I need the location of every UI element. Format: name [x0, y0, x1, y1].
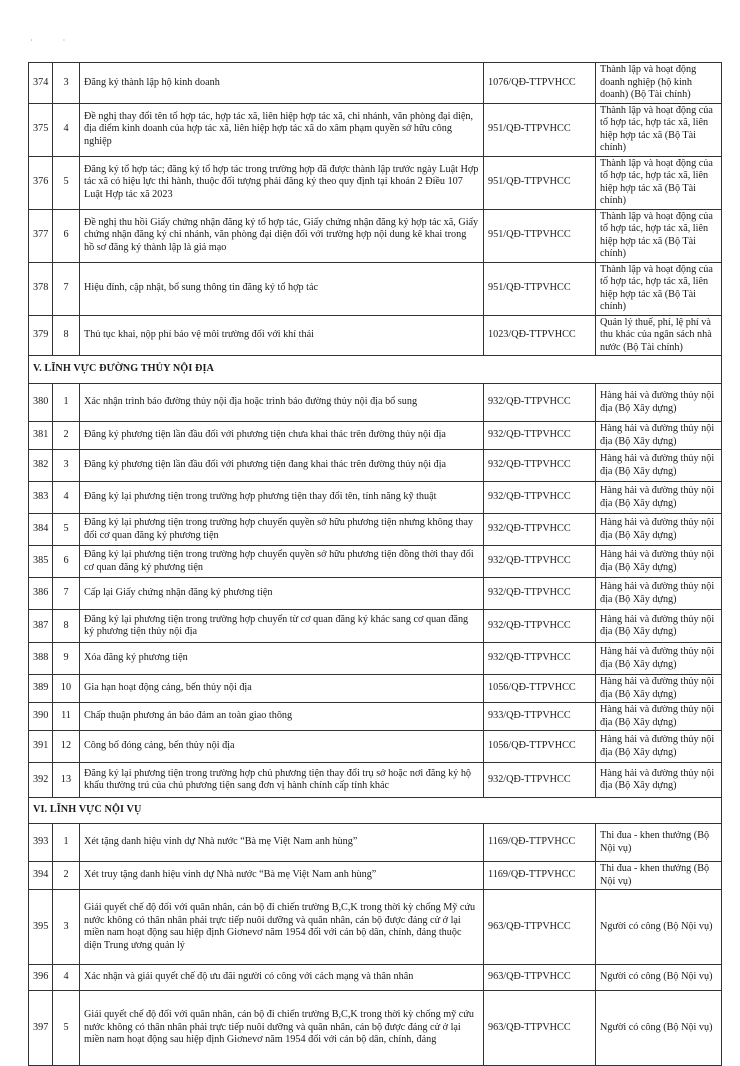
field-name: Người có công (Bộ Nội vụ) — [596, 991, 722, 1066]
procedure-name: Đăng ký lại phương tiện trong trường hợp chuyển quyền sở hữu phương tiện nhưng không thay đổi cơ quan đăng ký phương tiện — [80, 514, 484, 546]
table-row — [29, 643, 722, 675]
decision-number: 963/QĐ-TTPVHCC — [484, 890, 596, 965]
decision-number: 1169/QĐ-TTPVHCC — [484, 862, 596, 890]
table-row — [29, 315, 722, 356]
decision-number: 932/QĐ-TTPVHCC — [484, 450, 596, 482]
table-row — [29, 450, 722, 482]
row-stt: 378 — [29, 262, 53, 315]
table-row — [29, 703, 722, 731]
table-row — [29, 675, 722, 703]
table-row — [29, 763, 722, 798]
procedure-name: Đăng ký tổ hợp tác; đăng ký tổ hợp tác trong trường hợp đã được thành lập trước ngày Luật Hợp tác xã có hiệu lực thi hành, thuộc đối tượng phải đăng ký theo quy định tại khoản 2 Điều 107 Luật Hợp tác xã 2023 — [80, 156, 484, 209]
table-row — [29, 862, 722, 890]
row-stt: 392 — [29, 763, 53, 798]
scan-artifact: · · — [30, 36, 80, 45]
table-row — [29, 546, 722, 578]
field-name: Hàng hải và đường thủy nội địa (Bộ Xây dựng) — [596, 675, 722, 703]
field-name: Hàng hải và đường thủy nội địa (Bộ Xây dựng) — [596, 578, 722, 610]
field-name: Người có công (Bộ Nội vụ) — [596, 890, 722, 965]
row-stt: 374 — [29, 63, 53, 104]
procedures-table-body — [29, 63, 722, 1066]
decision-number: 932/QĐ-TTPVHCC — [484, 482, 596, 514]
row-number: 12 — [53, 731, 80, 763]
decision-number: 1023/QĐ-TTPVHCC — [484, 315, 596, 356]
row-number: 2 — [53, 422, 80, 450]
row-stt: 382 — [29, 450, 53, 482]
row-stt: 390 — [29, 703, 53, 731]
row-number: 4 — [53, 965, 80, 991]
row-number: 3 — [53, 890, 80, 965]
field-name: Hàng hải và đường thủy nội địa (Bộ Xây dựng) — [596, 643, 722, 675]
field-name: Thành lập và hoạt động của tổ hợp tác, hợp tác xã, liên hiệp hợp tác xã (Bộ Tài chính) — [596, 103, 722, 156]
row-number: 2 — [53, 862, 80, 890]
procedure-name: Đăng ký thành lập hộ kinh doanh — [80, 63, 484, 104]
field-name: Hàng hải và đường thủy nội địa (Bộ Xây dựng) — [596, 482, 722, 514]
table-row — [29, 610, 722, 643]
procedure-name: Đăng ký lại phương tiện trong trường hợp chuyển quyền sở hữu phương tiện đồng thời thay đổi cơ quan đăng ký phương tiện — [80, 546, 484, 578]
procedure-name: Đề nghị thay đổi tên tổ hợp tác, hợp tác xã, liên hiệp hợp tác xã, chi nhánh, văn phòng đại diện, địa điểm kinh doanh của hợp tác xã, liên hiệp hợp tác xã do xâm phạm quyền sở hữu công nghiệp — [80, 103, 484, 156]
table-row — [29, 156, 722, 209]
row-stt: 391 — [29, 731, 53, 763]
row-number: 6 — [53, 546, 80, 578]
decision-number: 1169/QĐ-TTPVHCC — [484, 824, 596, 862]
table-row — [29, 578, 722, 610]
decision-number: 963/QĐ-TTPVHCC — [484, 965, 596, 991]
row-number: 3 — [53, 450, 80, 482]
field-name: Hàng hải và đường thủy nội địa (Bộ Xây dựng) — [596, 610, 722, 643]
table-row — [29, 514, 722, 546]
row-number: 7 — [53, 578, 80, 610]
procedure-name: Giải quyết chế độ đối với quân nhân, cán bộ đi chiến trường B,C,K trong thời kỳ chống mỹ cứu nước không có thân nhân phải trực tiếp nuôi dưỡng và quân nhân, cán bộ được đảng cử ở lại miền nam hoạt động sau hiệp định Giơnevơ năm 1954 đối với cán bộ dân, chính, đảng — [80, 991, 484, 1066]
row-number: 5 — [53, 991, 80, 1066]
row-stt: 376 — [29, 156, 53, 209]
procedure-name: Đăng ký lại phương tiện trong trường hợp phương tiện thay đổi tên, tính năng kỹ thuật — [80, 482, 484, 514]
row-stt: 380 — [29, 384, 53, 422]
decision-number: 951/QĐ-TTPVHCC — [484, 103, 596, 156]
procedure-name: Đăng ký phương tiện lần đầu đối với phương tiện chưa khai thác trên đường thủy nội địa — [80, 422, 484, 450]
table-row — [29, 262, 722, 315]
row-stt: 375 — [29, 103, 53, 156]
field-name: Người có công (Bộ Nội vụ) — [596, 965, 722, 991]
procedure-name: Đăng ký lại phương tiện trong trường hợp chủ phương tiện thay đổi trụ sở hoặc nơi đăng ký hộ khẩu thường trú của chủ phương tiện sang đơn vị hành chính cấp tỉnh khác — [80, 763, 484, 798]
field-name: Hàng hải và đường thủy nội địa (Bộ Xây dựng) — [596, 763, 722, 798]
decision-number: 932/QĐ-TTPVHCC — [484, 763, 596, 798]
table-row — [29, 731, 722, 763]
field-name: Thành lập và hoạt động doanh nghiệp (hộ kinh doanh) (Bộ Tài chính) — [596, 63, 722, 104]
table-row — [29, 422, 722, 450]
procedure-name: Hiệu đính, cập nhật, bổ sung thông tin đăng ký tổ hợp tác — [80, 262, 484, 315]
row-stt: 389 — [29, 675, 53, 703]
row-number: 7 — [53, 262, 80, 315]
row-stt: 384 — [29, 514, 53, 546]
decision-number: 1056/QĐ-TTPVHCC — [484, 675, 596, 703]
procedure-name: Xét tặng danh hiệu vinh dự Nhà nước “Bà mẹ Việt Nam anh hùng” — [80, 824, 484, 862]
field-name: Hàng hải và đường thủy nội địa (Bộ Xây dựng) — [596, 384, 722, 422]
decision-number: 1076/QĐ-TTPVHCC — [484, 63, 596, 104]
field-name: Quản lý thuế, phí, lệ phí và thu khác của ngân sách nhà nước (Bộ Tài chính) — [596, 315, 722, 356]
row-stt: 381 — [29, 422, 53, 450]
decision-number: 932/QĐ-TTPVHCC — [484, 422, 596, 450]
field-name: Thành lập và hoạt động của tổ hợp tác, hợp tác xã, liên hiệp hợp tác xã (Bộ Tài chính) — [596, 262, 722, 315]
row-stt: 387 — [29, 610, 53, 643]
table-row — [29, 63, 722, 104]
procedure-name: Cấp lại Giấy chứng nhận đăng ký phương tiện — [80, 578, 484, 610]
procedure-name: Gia hạn hoạt động cảng, bến thủy nội địa — [80, 675, 484, 703]
procedure-name: Chấp thuận phương án bảo đảm an toàn giao thông — [80, 703, 484, 731]
procedure-name: Thủ tục khai, nộp phí bảo vệ môi trường đối với khí thải — [80, 315, 484, 356]
section-title: V. LĨNH VỰC ĐƯỜNG THỦY NỘI ĐỊA — [29, 356, 722, 384]
procedures-table — [28, 62, 722, 1066]
section-title: VI. LĨNH VỰC NỘI VỤ — [29, 798, 722, 824]
decision-number: 932/QĐ-TTPVHCC — [484, 578, 596, 610]
row-number: 9 — [53, 643, 80, 675]
decision-number: 951/QĐ-TTPVHCC — [484, 209, 596, 262]
table-row — [29, 103, 722, 156]
decision-number: 951/QĐ-TTPVHCC — [484, 262, 596, 315]
procedure-name: Giải quyết chế độ đối với quân nhân, cán bộ đi chiến trường B,C,K trong thời kỳ chống Mỹ cứu nước không có thân nhân phải trực tiếp nuôi dưỡng và quân nhân, cán bộ được đảng cử ở lại miền nam hoạt động sau hiệp định Giơnevơ năm 1954 đối với cán bộ dân, chính, đảng thuộc diện Trung ương quản lý — [80, 890, 484, 965]
row-number: 1 — [53, 384, 80, 422]
row-stt: 394 — [29, 862, 53, 890]
row-stt: 383 — [29, 482, 53, 514]
procedure-name: Đăng ký phương tiện lần đầu đối với phương tiện đang khai thác trên đường thủy nội địa — [80, 450, 484, 482]
field-name: Hàng hải và đường thủy nội địa (Bộ Xây dựng) — [596, 546, 722, 578]
procedure-name: Công bố đóng cảng, bến thủy nội địa — [80, 731, 484, 763]
row-number: 4 — [53, 482, 80, 514]
procedure-name: Xóa đăng ký phương tiện — [80, 643, 484, 675]
row-number: 10 — [53, 675, 80, 703]
field-name: Thành lập và hoạt động của tổ hợp tác, hợp tác xã, liên hiệp hợp tác xã (Bộ Tài chính) — [596, 209, 722, 262]
row-number: 8 — [53, 610, 80, 643]
field-name: Hàng hải và đường thủy nội địa (Bộ Xây dựng) — [596, 514, 722, 546]
table-row — [29, 890, 722, 965]
field-name: Hàng hải và đường thủy nội địa (Bộ Xây dựng) — [596, 703, 722, 731]
decision-number: 932/QĐ-TTPVHCC — [484, 546, 596, 578]
procedure-name: Đăng ký lại phương tiện trong trường hợp chuyển từ cơ quan đăng ký khác sang cơ quan đăng ký phương tiện thủy nội địa — [80, 610, 484, 643]
decision-number: 932/QĐ-TTPVHCC — [484, 610, 596, 643]
field-name: Thành lập và hoạt động của tổ hợp tác, hợp tác xã, liên hiệp hợp tác xã (Bộ Tài chính) — [596, 156, 722, 209]
row-number: 8 — [53, 315, 80, 356]
table-row — [29, 209, 722, 262]
decision-number: 1056/QĐ-TTPVHCC — [484, 731, 596, 763]
row-number: 11 — [53, 703, 80, 731]
section-header-row — [29, 356, 722, 384]
decision-number: 932/QĐ-TTPVHCC — [484, 514, 596, 546]
row-stt: 396 — [29, 965, 53, 991]
procedure-name: Xác nhận trình báo đường thủy nội địa hoặc trình báo đường thủy nội địa bổ sung — [80, 384, 484, 422]
row-stt: 395 — [29, 890, 53, 965]
decision-number: 963/QĐ-TTPVHCC — [484, 991, 596, 1066]
field-name: Hàng hải và đường thủy nội địa (Bộ Xây dựng) — [596, 450, 722, 482]
row-number: 5 — [53, 514, 80, 546]
row-stt: 385 — [29, 546, 53, 578]
decision-number: 932/QĐ-TTPVHCC — [484, 643, 596, 675]
procedure-name: Đề nghị thu hồi Giấy chứng nhận đăng ký tổ hợp tác, Giấy chứng nhận đăng ký hợp tác xã, Giấy chứng nhận đăng ký chi nhánh, văn phòng đại diện đối với trường hợp nội dung kê khai trong hồ sơ đăng ký thành lập là giả mạo — [80, 209, 484, 262]
field-name: Thi đua - khen thưởng (Bộ Nội vụ) — [596, 862, 722, 890]
row-stt: 397 — [29, 991, 53, 1066]
row-number: 6 — [53, 209, 80, 262]
field-name: Hàng hải và đường thủy nội địa (Bộ Xây dựng) — [596, 731, 722, 763]
table-row — [29, 965, 722, 991]
procedure-name: Xác nhận và giải quyết chế độ ưu đãi người có công với cách mạng và thân nhân — [80, 965, 484, 991]
decision-number: 933/QĐ-TTPVHCC — [484, 703, 596, 731]
table-row — [29, 482, 722, 514]
row-stt: 386 — [29, 578, 53, 610]
field-name: Hàng hải và đường thủy nội địa (Bộ Xây dựng) — [596, 422, 722, 450]
table-row — [29, 384, 722, 422]
table-row — [29, 824, 722, 862]
section-header-row — [29, 798, 722, 824]
field-name: Thi đua - khen thưởng (Bộ Nội vụ) — [596, 824, 722, 862]
row-number: 13 — [53, 763, 80, 798]
row-number: 1 — [53, 824, 80, 862]
procedure-name: Xét truy tặng danh hiệu vinh dự Nhà nước “Bà mẹ Việt Nam anh hùng” — [80, 862, 484, 890]
table-row — [29, 991, 722, 1066]
row-stt: 393 — [29, 824, 53, 862]
decision-number: 951/QĐ-TTPVHCC — [484, 156, 596, 209]
row-number: 3 — [53, 63, 80, 104]
row-stt: 379 — [29, 315, 53, 356]
row-number: 4 — [53, 103, 80, 156]
row-stt: 377 — [29, 209, 53, 262]
row-number: 5 — [53, 156, 80, 209]
decision-number: 932/QĐ-TTPVHCC — [484, 384, 596, 422]
row-stt: 388 — [29, 643, 53, 675]
